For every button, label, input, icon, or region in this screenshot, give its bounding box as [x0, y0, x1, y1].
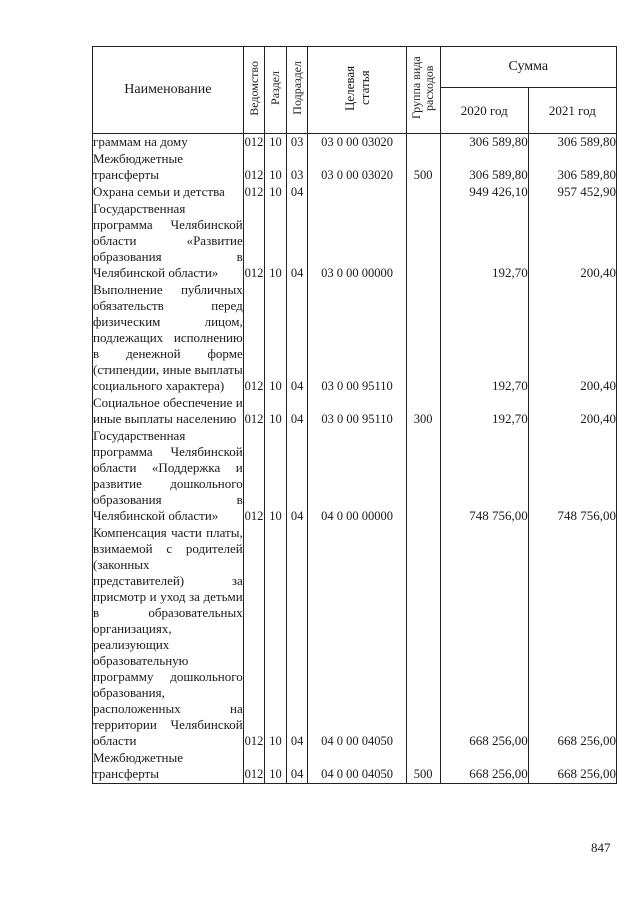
row-podrazdel: 04: [286, 750, 308, 784]
header-name: Наименование: [93, 47, 244, 134]
row-celevaya-statya: 03 0 00 95110: [308, 395, 406, 428]
table-row: [93, 525, 617, 750]
row-gruppa-vida: 300: [406, 395, 440, 428]
header-celevaya-statya: Целевая статья: [308, 47, 406, 134]
row-sum-2021: 306 589,80: [528, 151, 616, 184]
row-vedomstvo: 012: [243, 750, 265, 784]
row-celevaya-statya: 04 0 00 04050: [308, 525, 406, 750]
row-gruppa-vida: [406, 184, 440, 201]
row-gruppa-vida: [406, 525, 440, 750]
row-podrazdel: 04: [286, 282, 308, 395]
header-year-2021: 2021 год: [528, 88, 616, 134]
table-row: [93, 201, 617, 282]
row-name: Выполнение публичных обязательств перед физическим лицом, подлежащих исполнению в денежной форме (стипендии, иные выплаты социального характера): [93, 282, 243, 393]
row-gruppa-vida: [406, 428, 440, 525]
row-gruppa-vida: [406, 134, 440, 152]
row-name: граммам на дому: [93, 134, 244, 152]
row-celevaya-statya: 03 0 00 03020: [308, 134, 406, 152]
row-razdel: 10: [265, 525, 287, 750]
row-podrazdel: 04: [286, 525, 308, 750]
header-year-2020: 2020 год: [440, 88, 528, 134]
header-vedomstvo: Ведомство: [243, 47, 265, 134]
row-gruppa-vida: 500: [406, 151, 440, 184]
row-sum-2020: 192,70: [440, 201, 528, 282]
row-podrazdel: 03: [286, 134, 308, 152]
row-name: Охрана семьи и детства: [93, 184, 244, 201]
budget-table: [92, 46, 617, 784]
row-vedomstvo: 012: [243, 525, 265, 750]
row-sum-2020: 306 589,80: [440, 151, 528, 184]
row-vedomstvo: 012: [244, 185, 264, 199]
header-summa: Сумма: [440, 47, 616, 88]
row-sum-2021: 668 256,00: [528, 525, 616, 750]
table-row: [93, 395, 617, 428]
row-podrazdel: 04: [286, 201, 308, 282]
row-podrazdel: 04: [286, 395, 308, 428]
row-vedomstvo: 012: [243, 282, 265, 395]
header-razdel: Раздел: [265, 47, 287, 134]
row-sum-2020: 306 589,80: [440, 134, 528, 152]
row-podrazdel: 04: [286, 428, 308, 525]
row-name: Компенсация части платы, взимаемой с родителей (законных представителей) за присмотр и уход за детьми в образовательных организациях, реализующих образовательную программу дошкольного образования, расположенных на территории Челябинской области: [93, 525, 243, 748]
row-sum-2021: 957 452,90: [528, 184, 616, 201]
row-podrazdel: 04: [286, 184, 308, 201]
table-row: [93, 184, 617, 201]
row-razdel: 10: [265, 201, 287, 282]
row-celevaya-statya: 03 0 00 95110: [308, 282, 406, 395]
row-gruppa-vida: [406, 282, 440, 395]
row-razdel: 10: [265, 151, 287, 184]
header-podrazdel: Подраздел: [286, 47, 308, 134]
row-sum-2021: 200,40: [528, 201, 616, 282]
table-row: [93, 428, 617, 525]
row-name: Межбюджетные трансферты: [93, 750, 244, 784]
row-podrazdel: 03: [286, 151, 308, 184]
row-razdel: 10: [265, 395, 287, 428]
row-razdel: 10: [265, 750, 287, 784]
table-row: [93, 750, 617, 784]
row-sum-2021: 748 756,00: [528, 428, 616, 525]
table-row: [93, 151, 617, 184]
row-sum-2021: 668 256,00: [528, 750, 616, 784]
row-celevaya-statya: 04 0 00 00000: [308, 428, 406, 525]
row-gruppa-vida: 500: [406, 750, 440, 784]
row-vedomstvo: 012: [243, 395, 265, 428]
row-sum-2020: 949 426,10: [440, 184, 528, 201]
row-celevaya-statya: 03 0 00 03020: [308, 151, 406, 184]
table-row: [93, 134, 617, 152]
row-vedomstvo: 012: [243, 151, 265, 184]
row-vedomstvo: 012: [243, 428, 265, 525]
row-celevaya-statya: 03 0 00 00000: [308, 201, 406, 282]
row-sum-2021: 200,40: [528, 395, 616, 428]
row-razdel: 10: [265, 428, 287, 525]
row-razdel: 10: [265, 184, 287, 201]
row-vedomstvo: 012: [244, 135, 264, 149]
row-name: Межбюджетные трансферты: [93, 151, 244, 184]
row-sum-2020: 748 756,00: [440, 428, 528, 525]
row-sum-2020: 192,70: [440, 282, 528, 395]
row-sum-2021: 200,40: [528, 282, 616, 395]
row-name: Социальное обеспечение и иные выплаты населению: [93, 395, 243, 426]
header-gruppa-vida-rashodov: Группа вида расходов: [406, 47, 440, 134]
row-gruppa-vida: [406, 201, 440, 282]
row-celevaya-statya: 04 0 00 04050: [308, 750, 406, 784]
table-row: [93, 282, 617, 395]
row-sum-2020: 668 256,00: [440, 750, 528, 784]
row-celevaya-statya: [308, 184, 406, 201]
row-sum-2021: 306 589,80: [528, 134, 616, 152]
row-razdel: 10: [265, 134, 287, 152]
row-vedomstvo: 012: [243, 201, 265, 282]
row-name: Государственная программа Челябинской области «Развитие образования в Челябинской области»: [93, 201, 243, 280]
row-sum-2020: 668 256,00: [440, 525, 528, 750]
row-razdel: 10: [265, 282, 287, 395]
page-number: 847: [591, 840, 611, 855]
row-sum-2020: 192,70: [440, 395, 528, 428]
row-name: Государственная программа Челябинской области «Поддержка и развитие дошкольного образования в Челябинской области»: [93, 428, 243, 523]
